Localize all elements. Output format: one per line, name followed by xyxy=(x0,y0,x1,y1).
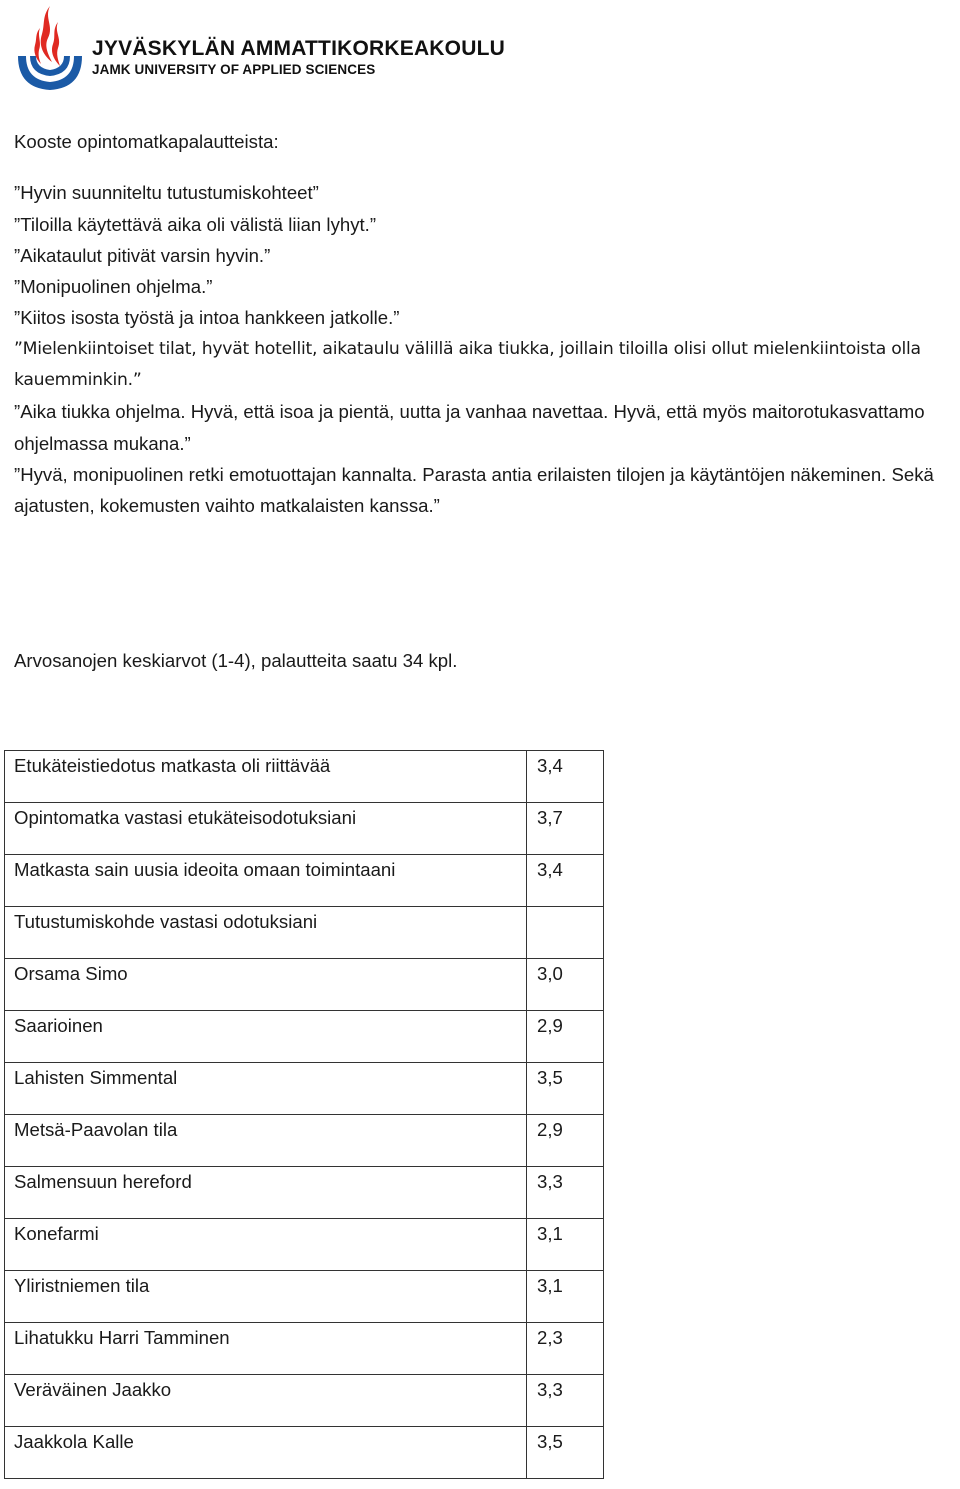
table-row xyxy=(5,803,604,855)
ratings-table xyxy=(4,750,604,1479)
rating-label: Opintomatka vastasi etukäteisodotuksiani xyxy=(5,803,527,855)
table-row xyxy=(5,1115,604,1167)
logo-name-en: JAMK UNIVERSITY OF APPLIED SCIENCES xyxy=(92,62,376,77)
table-row xyxy=(5,855,604,907)
rating-value: 3,4 xyxy=(527,751,604,803)
rating-value: 2,3 xyxy=(527,1323,604,1375)
rating-value: 3,0 xyxy=(527,959,604,1011)
rating-value: 2,9 xyxy=(527,1011,604,1063)
rating-label: Tutustumiskohde vastasi odotuksiani xyxy=(5,907,527,959)
rating-label: Etukäteistiedotus matkasta oli riittävää xyxy=(5,751,527,803)
rating-value: 3,4 xyxy=(527,855,604,907)
feedback-quote: ”Aika tiukka ohjelma. Hyvä, että isoa ja pientä, uutta ja vanhaa navettaa. Hyvä, että myös maitorotukasvattamo ohjelmassa mukana.” xyxy=(14,401,925,454)
table-row xyxy=(5,907,604,959)
table-row xyxy=(5,1063,604,1115)
rating-label: Yliristniemen tila xyxy=(5,1271,527,1323)
document-body xyxy=(14,126,960,522)
table-row xyxy=(5,1375,604,1427)
averages-title: Arvosanojen keskiarvot (1-4), palautteita saatu 34 kpl. xyxy=(14,650,458,671)
rating-label: Saarioinen xyxy=(5,1011,527,1063)
rating-value: 3,3 xyxy=(527,1167,604,1219)
rating-value: 3,5 xyxy=(527,1427,604,1479)
header xyxy=(14,4,505,94)
rating-value xyxy=(527,907,604,959)
rating-label: Veräväinen Jaakko xyxy=(5,1375,527,1427)
feedback-quote: ”Aikataulut pitivät varsin hyvin.” xyxy=(14,244,271,266)
rating-label: Salmensuun hereford xyxy=(5,1167,527,1219)
feedback-quote: ”Kiitos isosta työstä ja intoa hankkeen jatkolle.” xyxy=(14,307,400,329)
table-row xyxy=(5,1011,604,1063)
table-row xyxy=(5,959,604,1011)
rating-label: Matkasta sain uusia ideoita omaan toimintaani xyxy=(5,855,527,907)
feedback-quote: ”Hyvä, monipuolinen retki emotuottajan kannalta. Parasta antia erilaisten tilojen ja käytäntöjen näkeminen. Sekä ajatusten, kokemusten vaihto matkalaisten kanssa.” xyxy=(14,463,934,517)
rating-label: Metsä-Paavolan tila xyxy=(5,1115,527,1167)
rating-value: 3,1 xyxy=(527,1219,604,1271)
rating-value: 3,5 xyxy=(527,1063,604,1115)
feedback-quote: ”Monipuolinen ohjelma.” xyxy=(14,276,213,298)
document-heading: Kooste opintomatkapalautteista: xyxy=(14,131,279,152)
rating-label: Konefarmi xyxy=(5,1219,527,1271)
feedback-quote: ”Hyvin suunniteltu tutustumiskohteet” xyxy=(14,182,319,204)
rating-label: Lahisten Simmental xyxy=(5,1063,527,1115)
table-row xyxy=(5,1427,604,1479)
feedback-quote: ”Tiloilla käytettävä aika oli välistä liian lyhyt.” xyxy=(14,213,377,235)
table-row xyxy=(5,1219,604,1271)
jamk-logo-icon xyxy=(14,4,86,94)
table-row xyxy=(5,1167,604,1219)
table-row xyxy=(5,1323,604,1375)
rating-value: 3,3 xyxy=(527,1375,604,1427)
rating-label: Orsama Simo xyxy=(5,959,527,1011)
feedback-quotes xyxy=(14,177,960,521)
rating-label: Jaakkola Kalle xyxy=(5,1427,527,1479)
rating-value: 3,7 xyxy=(527,803,604,855)
rating-label: Lihatukku Harri Tamminen xyxy=(5,1323,527,1375)
rating-value: 3,1 xyxy=(527,1271,604,1323)
table-row xyxy=(5,751,604,803)
rating-value: 2,9 xyxy=(527,1115,604,1167)
feedback-quote: ”Mielenkiintoiset tilat, hyvät hotellit, aikataulu välillä aika tiukka, joillain tiloilla olisi ollut mielenkiintoista olla kauemminkin.” xyxy=(14,338,921,391)
logo-text xyxy=(92,38,505,77)
table-row xyxy=(5,1271,604,1323)
logo-name-fi: JYVÄSKYLÄN AMMATTIKORKEAKOULU xyxy=(92,37,505,60)
